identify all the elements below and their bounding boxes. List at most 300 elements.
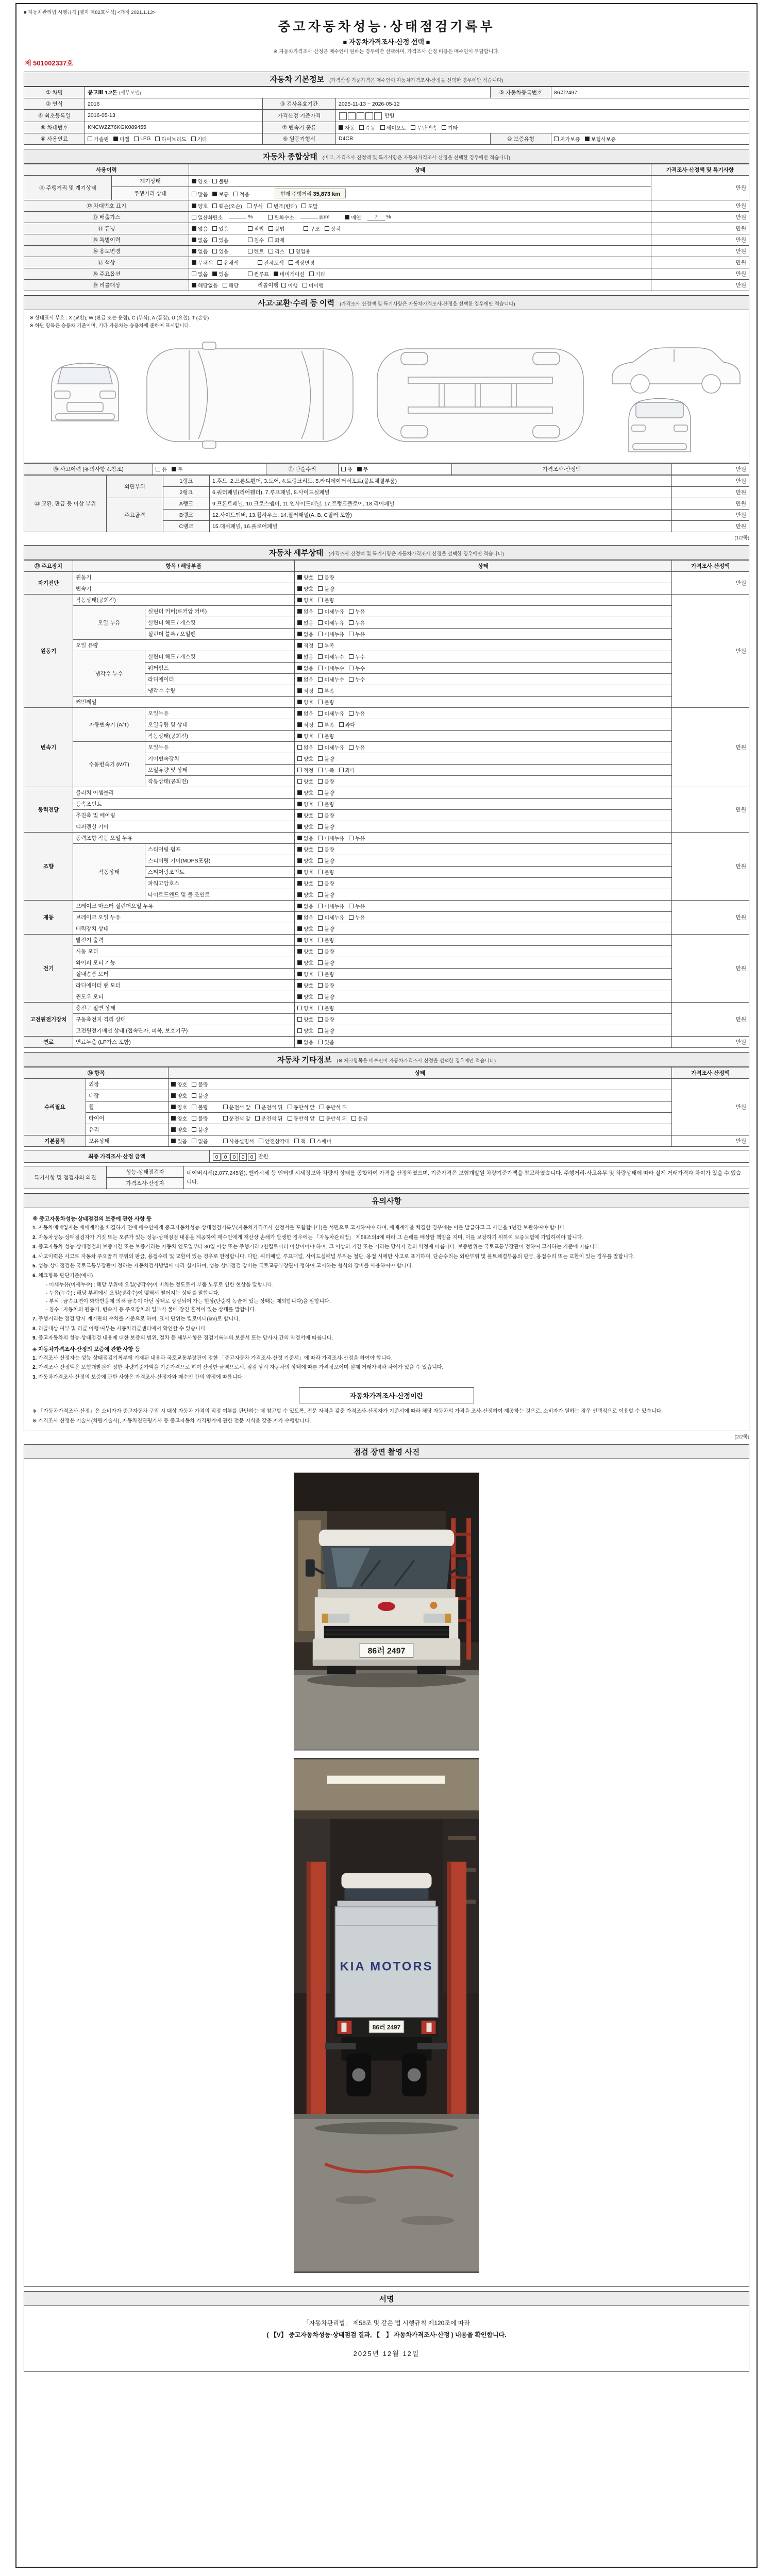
checkbox-option[interactable] [349,913,365,921]
checkbox-option[interactable] [357,465,368,473]
checkbox-option[interactable] [223,281,239,289]
checkbox-option[interactable] [318,1038,334,1046]
checkbox-box-icon [297,938,302,942]
section-basic-info [24,72,749,145]
checkbox-option[interactable] [318,1027,334,1035]
checkbox-option[interactable] [349,653,365,660]
checkbox-option[interactable] [318,709,344,717]
checkbox-option[interactable] [320,1114,347,1122]
status-cell [295,1037,672,1048]
checkbox-option[interactable] [268,247,284,255]
checkbox-box-icon [297,620,302,625]
photo-truck-rear [294,1758,479,2273]
checkbox-option[interactable] [297,970,313,978]
checkbox-option[interactable] [318,993,334,1001]
checkbox-option[interactable] [318,743,344,751]
checkbox-option[interactable] [192,281,218,289]
checkbox-option[interactable] [297,709,313,717]
checkbox-option[interactable] [349,607,365,615]
checkbox-option[interactable] [304,225,320,232]
checkbox-option[interactable] [442,124,458,131]
checkbox-option[interactable] [318,664,344,672]
checkbox-option[interactable] [318,573,334,581]
checkbox-label: 누수 [355,666,365,672]
checkbox-option[interactable] [288,1114,315,1122]
checkbox-option[interactable] [297,823,313,831]
checkbox-label: 불량 [324,893,334,899]
checkbox-option[interactable] [297,743,313,751]
checkbox-option[interactable] [212,190,228,198]
checkbox-option[interactable] [248,270,269,278]
checkbox-option[interactable] [349,902,365,910]
checkbox-box-icon [248,238,253,242]
status-cell [295,1025,672,1037]
checkbox-box-icon [349,666,354,670]
checkbox-option[interactable] [318,1015,334,1023]
checkbox-option[interactable] [212,270,228,278]
checkbox-option[interactable] [192,270,208,278]
checkbox-option[interactable] [297,834,313,842]
checkbox-option[interactable] [289,259,315,266]
checkbox-option[interactable] [297,879,313,887]
section-title: 자동차 기본정보 [270,75,325,84]
checkbox-box-icon [171,1105,176,1109]
checkbox-box-icon [192,192,196,196]
checkbox-option[interactable] [318,619,344,626]
checkbox-option[interactable] [171,1137,187,1145]
checkbox-box-icon [172,467,176,471]
checkbox-option[interactable] [297,902,313,910]
checkbox-box-icon [297,586,302,591]
field-label: ㉑ 단순수리 [266,464,339,475]
checkbox-label: 보통 [219,192,229,198]
checkbox-option[interactable] [192,1103,208,1111]
checkbox-option[interactable] [192,1114,208,1122]
status-cell [295,969,672,980]
field-label: ③ 검사유효기간 [263,98,336,110]
checkbox-option[interactable] [318,834,344,842]
checkbox-label: 없음 [198,1139,208,1145]
field-value: 충전구 절연 상태 [73,1003,295,1014]
checkbox-box-icon [88,137,92,141]
checkbox-option[interactable] [255,1114,282,1122]
checkbox-option[interactable] [248,247,264,255]
checkbox-label: 양호 [177,1094,188,1100]
checkbox-option[interactable] [113,135,129,143]
checkbox-option[interactable] [297,857,313,865]
checkbox-option[interactable] [297,925,313,933]
checkbox-option[interactable] [339,721,355,728]
checkbox-option[interactable] [349,675,365,683]
checkbox-box-icon [171,1082,176,1087]
checkbox-option[interactable] [318,721,334,728]
checkbox-option[interactable] [297,698,313,706]
checkbox-option[interactable] [318,936,334,944]
checkbox-option[interactable] [192,247,208,255]
checkbox-option[interactable] [212,236,228,244]
checkbox-option[interactable] [297,585,313,592]
field-label: ⑧ 사용연료 [24,133,85,144]
checkbox-option[interactable] [212,247,228,255]
checkbox-option[interactable] [297,619,313,626]
checkbox-option[interactable] [192,259,213,266]
checkbox-option[interactable] [318,845,334,853]
basic-info-table [24,87,749,145]
checkbox-label: 구조 [310,226,320,232]
checkbox-box-icon [134,137,139,141]
checkbox-option[interactable] [192,1126,208,1133]
field-value: 디퍼렌셜 기어 [73,821,295,833]
checkbox-label: 없음 [198,226,208,232]
checkbox-option[interactable] [297,1015,313,1023]
checkbox-option[interactable] [318,868,334,876]
checkbox-box-icon [297,926,302,931]
device-group-label: 자기진단 [24,572,73,595]
checkbox-box-icon [318,779,323,784]
checkbox-option[interactable] [156,465,167,473]
checkbox-label: 있음 [219,249,229,255]
checkbox-option[interactable] [268,236,284,244]
checkbox-box-icon [297,881,302,886]
checkbox-option[interactable] [318,596,334,604]
checkbox-option[interactable] [309,270,325,278]
checkbox-option[interactable] [297,811,313,819]
checkbox-option[interactable] [339,124,355,131]
damage-legend: ※ 상태표시 부호 : X (교환), W (판금 또는 용접), C (부식), A (흠집), U (요철), T (손상) ※ 하단 항목은 승용차 기준이며, 기타 자동차는 승용차에 준하여 표시합니다. [29,315,209,329]
checkbox-box-icon [171,1093,176,1098]
checkbox-option[interactable] [247,202,263,210]
checkbox-option[interactable] [318,777,334,785]
checkbox-option[interactable] [255,1103,282,1111]
checkbox-label: 있음 [219,238,229,244]
document-subtitle: ■ 자동차가격조사·산정 선택 ■ [343,38,430,46]
checkbox-box-icon [349,632,354,636]
checkbox-option[interactable] [318,902,344,910]
checkbox-option[interactable] [297,687,313,694]
checkbox-label: 불량 [324,995,334,1001]
checkbox-box-icon [155,137,160,141]
checkbox-option[interactable] [349,664,365,672]
checkbox-label: 매연 [351,215,361,221]
checkbox-option[interactable] [192,213,223,221]
checkbox-label: 양호 [304,859,314,865]
checkbox-option[interactable] [297,868,313,876]
checkbox-box-icon [318,847,323,852]
checkbox-box-icon [318,734,323,738]
checkbox-option[interactable] [297,630,313,638]
checkbox-option[interactable] [192,236,208,244]
field-label: ⑭ 튜닝 [24,223,189,234]
checkbox-option[interactable] [318,800,334,808]
device-group-label: 원동기 [24,595,73,708]
checkbox-option[interactable] [349,834,365,842]
checkbox-option[interactable] [297,789,313,796]
checkbox-option[interactable] [349,630,365,638]
checkbox-box-icon [318,586,323,591]
field-label: ④ 최초등록일 [24,110,85,122]
checkbox-box-icon [318,802,323,806]
price-cell: 만원 [672,510,749,521]
checkbox-label: 기타 [197,137,207,143]
checkbox-option[interactable] [268,213,294,221]
checkbox-option[interactable] [281,281,297,289]
checkbox-option[interactable] [318,789,334,796]
rear-plate-text: 86러 2497 [372,2024,401,2031]
checkbox-option[interactable] [297,766,313,774]
damage-diagram-box [24,310,749,463]
checkbox-option[interactable] [223,1114,250,1122]
checkbox-option[interactable] [297,913,313,921]
checkbox-label: 양호 [304,882,314,888]
checkbox-option[interactable] [318,766,334,774]
field-value: 오일누유 [145,742,295,753]
field-value: 고전원전기배선 상태 (접속단자, 피복, 보호기구) [73,1025,295,1037]
checkbox-option[interactable] [171,1103,187,1111]
status-cell [169,1079,672,1090]
checkbox-box-icon [318,813,323,818]
checkbox-option[interactable] [301,202,317,210]
checkbox-option[interactable] [554,135,580,143]
checkbox-option[interactable] [318,1004,334,1012]
checkbox-label: 양호 [198,204,208,210]
field-value: 스티어링 기어(MDPS포함) [145,855,295,867]
vehicle-damage-diagram [31,331,742,460]
checkbox-option[interactable] [297,653,313,660]
price-cell: 만원 [672,476,749,487]
checkbox-label: 양호 [304,995,314,1001]
checkbox-box-icon [192,238,196,242]
checkbox-option[interactable] [297,993,313,1001]
checkbox-option[interactable] [223,1137,254,1145]
checkbox-option[interactable] [297,755,313,762]
checkbox-option[interactable] [171,1080,187,1088]
checkbox-option[interactable] [318,755,334,762]
checkbox-option[interactable] [258,259,284,266]
checkbox-option[interactable] [297,777,313,785]
checkbox-option[interactable] [318,811,334,819]
section-accident-title-bar [24,295,749,310]
checkbox-box-icon [318,620,323,625]
field-value: 타이로드엔드 및 볼 조인트 [145,889,295,901]
checkbox-label: 동반석 앞 [293,1116,315,1123]
checkbox-option[interactable] [297,800,313,808]
checkbox-option[interactable] [212,202,242,210]
checkbox-option[interactable] [297,721,313,728]
status-cell [295,912,672,923]
checkbox-option[interactable] [318,947,334,955]
checkbox-box-icon [297,756,302,761]
checkbox-option[interactable] [192,190,208,198]
checkbox-option[interactable] [155,135,186,143]
checkbox-option[interactable] [297,1027,313,1035]
checkbox-option[interactable] [318,675,344,683]
checkbox-box-icon [268,238,273,242]
checkbox-label: 운전석 앞 [229,1116,251,1123]
checkbox-option[interactable] [289,247,310,255]
checkbox-option[interactable] [297,891,313,899]
checkbox-option[interactable] [191,135,207,143]
checkbox-option[interactable] [411,124,437,131]
checkbox-label: 부족 [324,643,334,650]
checkbox-option[interactable] [585,135,616,143]
checkbox-option[interactable] [88,135,109,143]
tailgate-text: KIA MOTORS [340,1959,433,1974]
checkbox-label: 양호 [304,984,314,990]
checkbox-option[interactable] [297,959,313,967]
checkbox-label: 양호 [304,870,314,876]
price-cell: 만원 [651,223,749,234]
status-cell [189,245,651,257]
checkbox-box-icon [294,1139,299,1143]
truck-front [306,1530,467,1674]
checkbox-option[interactable] [318,879,334,887]
checkbox-label: 양호 [177,1128,188,1134]
checkbox-option[interactable] [380,124,407,131]
field-value: KNCWZZ76KGK089455 [85,122,263,133]
field-value: 기어변속장치 [145,753,295,765]
field-label: ⑮ 특별이력 [24,234,189,245]
checkbox-option[interactable] [267,202,297,210]
checkbox-option[interactable] [297,664,313,672]
checkbox-option[interactable] [339,766,355,774]
checkbox-label: 불량 [324,779,334,786]
checkbox-box-icon [289,249,294,253]
checkbox-box-icon [192,204,196,208]
checkbox-option[interactable] [349,619,365,626]
checkbox-option[interactable] [134,136,150,142]
checkbox-label: 불량 [324,598,334,604]
checkbox-option[interactable] [297,732,313,740]
document-note: ※ 자동차가격조사·산정은 매수인이 원하는 경우에만 선택하며, 가격조사·산정 비용은 매수인이 부담합니다. [274,49,499,55]
checkbox-option[interactable] [320,1103,347,1111]
checkbox-option[interactable] [318,687,334,694]
checkbox-option[interactable] [318,653,344,660]
field-value: 오일 유량 [73,640,295,651]
checkbox-option[interactable] [192,1137,208,1145]
checkbox-option[interactable] [274,270,305,278]
field-label: ㉔ 항목 [24,1067,169,1079]
field-value: 작동상태(공회전) [73,595,295,606]
checkbox-option[interactable] [297,1004,313,1012]
checkbox-option[interactable] [318,630,344,638]
checkbox-option[interactable] [303,281,324,289]
checkbox-label: 렌트 [254,249,264,255]
checkbox-option[interactable] [297,675,313,683]
checkbox-option[interactable] [192,1080,208,1088]
checkbox-option[interactable] [212,177,228,185]
checkbox-option[interactable] [297,607,313,615]
checkbox-label: 부식 [253,204,263,210]
checkbox-option[interactable] [297,596,313,604]
status-cell [169,1090,672,1101]
checkbox-option[interactable] [171,1092,187,1099]
checkbox-option[interactable] [345,213,361,221]
checkbox-label: 불량 [198,1082,208,1089]
signature-line1: 「자동차관리법」 제58조 및 같은 법 시행규칙 제120조에 따라 [303,2319,470,2327]
checkbox-option[interactable] [297,573,313,581]
checkbox-option[interactable] [248,225,264,232]
checkbox-option[interactable] [288,1103,315,1111]
checkbox-label: 누유 [355,916,365,922]
checkbox-option[interactable] [318,641,334,649]
section-accident-history [24,295,749,541]
checkbox-option[interactable] [171,1126,187,1133]
checkbox-box-icon [212,192,217,196]
field-label: ⑰ 색상 [24,257,189,268]
checkbox-label: 불량 [324,1029,334,1035]
checkbox-label: 하이브리드 [161,137,187,143]
checkbox-option[interactable] [351,1114,367,1122]
status-cell [295,629,672,640]
checkbox-option[interactable] [297,947,313,955]
checkbox-option[interactable] [318,698,334,706]
checkbox-option[interactable] [318,732,334,740]
checkbox-label: 불량 [324,950,334,956]
checkbox-option[interactable] [297,981,313,989]
checkbox-option[interactable] [318,857,334,865]
checkbox-option[interactable] [318,981,334,989]
checkbox-option[interactable] [171,1114,187,1122]
checkbox-option[interactable] [325,225,341,232]
checkbox-option[interactable] [297,1038,313,1046]
checkbox-option[interactable] [297,845,313,853]
checkbox-option[interactable] [310,1137,331,1145]
checkbox-option[interactable] [294,1137,306,1145]
checkbox-option[interactable] [341,465,352,473]
status-cell [295,572,672,583]
field-value: 구동축전지 격리 상태 [73,1014,295,1025]
checkbox-option[interactable] [248,236,264,244]
checkbox-option[interactable] [233,190,249,198]
checkbox-option[interactable] [217,259,239,266]
checkbox-option[interactable] [359,124,375,131]
checkbox-option[interactable] [297,641,313,649]
checkbox-label: 없음 [304,904,314,910]
checkbox-option[interactable] [192,1092,208,1099]
checkbox-option[interactable] [318,891,334,899]
field-label: ㉒ 교환, 판금 등 이상 부위 [24,476,107,532]
checkbox-option[interactable] [318,823,334,831]
checkbox-option[interactable] [318,970,334,978]
checkbox-option[interactable] [223,1103,250,1111]
status-cell [153,464,266,475]
checkbox-option[interactable] [192,177,208,185]
checkbox-option[interactable] [192,202,208,210]
checkbox-label: 없음 [304,745,314,752]
checkbox-option[interactable] [192,225,208,232]
section-note: (※ 체크항목은 매수인이 자동차가격조사·산정을 선택한 경우에만 적습니다) [337,1058,496,1064]
checkbox-option[interactable] [259,1137,290,1145]
status-cell [169,1113,672,1124]
status-cell [295,742,672,753]
checkbox-label: 없음 [304,711,314,718]
checkbox-option[interactable] [318,607,344,615]
status-cell [295,765,672,776]
checkbox-option[interactable] [212,225,228,232]
checkbox-option[interactable] [268,225,284,232]
checkbox-option[interactable] [318,959,334,967]
checkbox-option[interactable] [318,925,334,933]
checkbox-option[interactable] [349,709,365,717]
status-cell [295,957,672,969]
checkbox-option[interactable] [172,465,183,473]
checkbox-option[interactable] [297,936,313,944]
checkbox-option[interactable] [318,913,344,921]
panel-rank-table [24,475,749,532]
checkbox-option[interactable] [318,585,334,592]
checkbox-box-icon [345,215,349,219]
checkbox-option[interactable] [349,743,365,751]
